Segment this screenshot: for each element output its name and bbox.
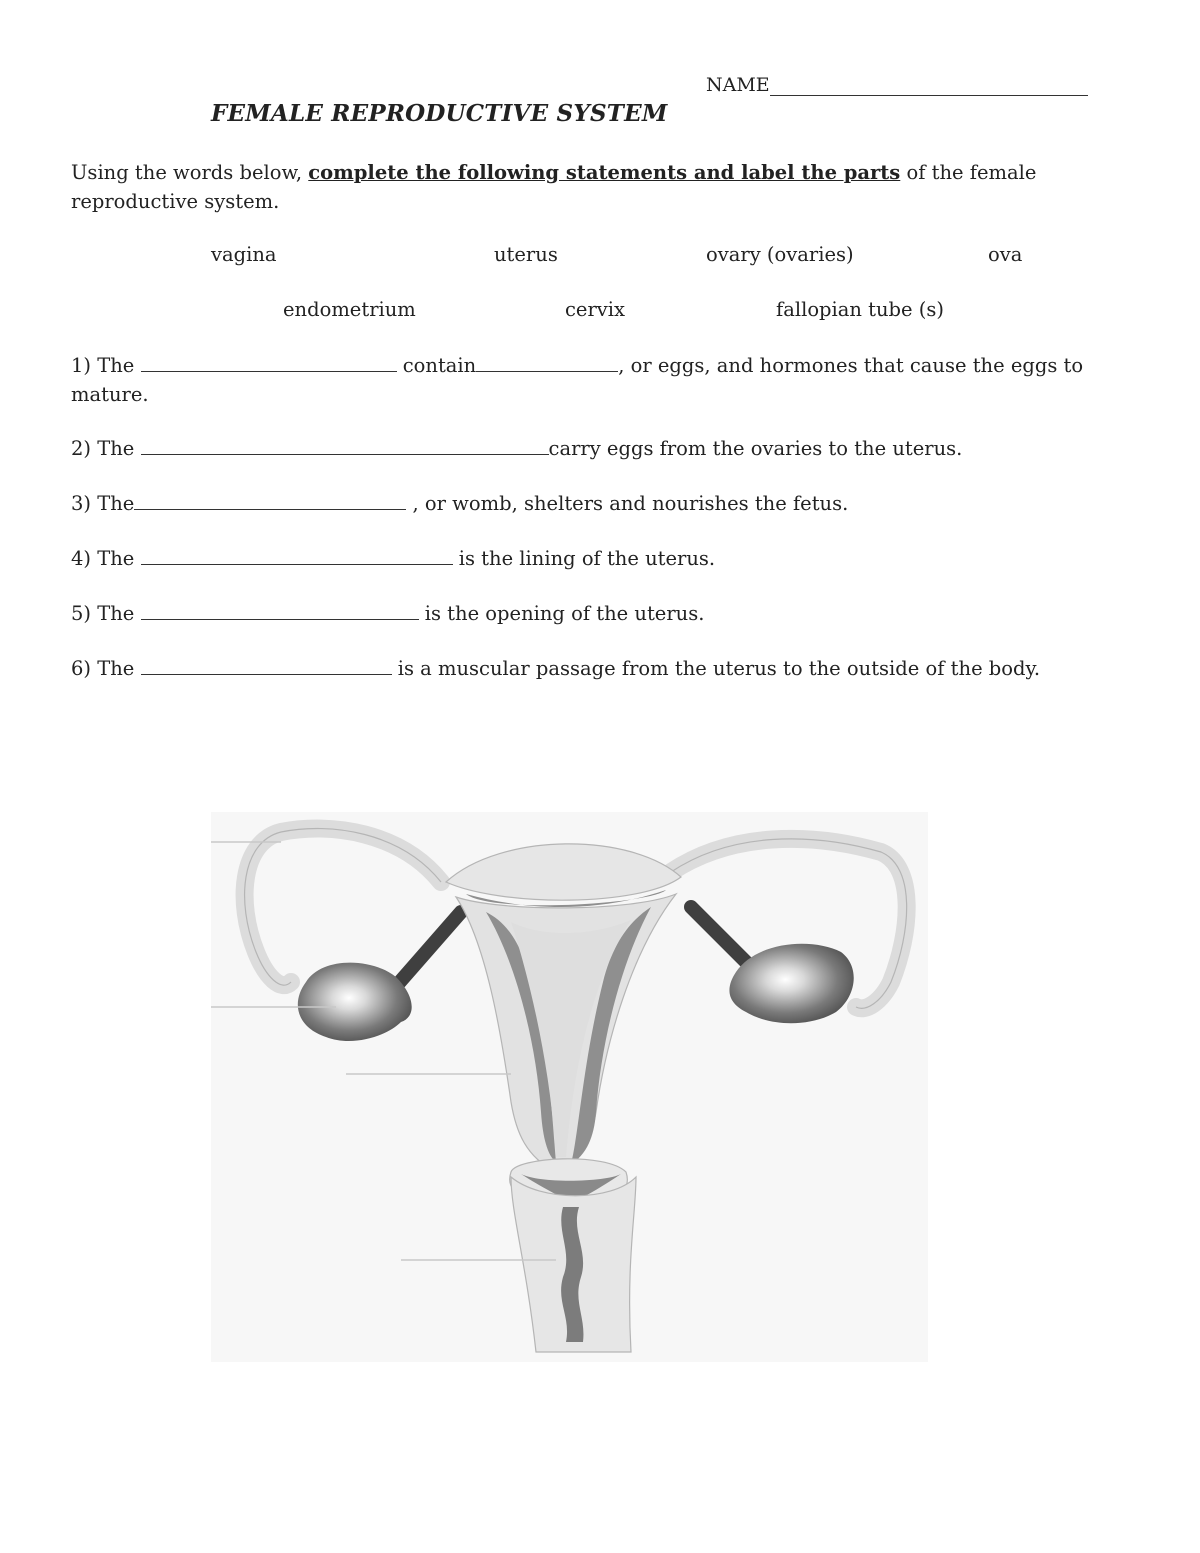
- question-1-number: 1) The: [71, 354, 141, 377]
- question-2-text: carry eggs from the ovaries to the uterus.: [548, 437, 963, 460]
- answer-blank-6[interactable]: [141, 656, 392, 675]
- worksheet-title: FEMALE REPRODUCTIVE SYSTEM: [211, 100, 668, 127]
- instructions-before: Using the words below,: [71, 161, 309, 184]
- question-6-number: 6) The: [71, 657, 141, 680]
- word-ova: ova: [988, 243, 1023, 266]
- answer-blank-2[interactable]: [141, 436, 549, 455]
- answer-blank-1b[interactable]: [476, 353, 618, 372]
- word-cervix: cervix: [565, 298, 626, 321]
- question-3-number: 3) The: [71, 492, 135, 515]
- answer-blank-3[interactable]: [134, 491, 406, 510]
- word-fallopian-tube: fallopian tube (s): [776, 298, 944, 321]
- question-1-middle: contain: [396, 354, 477, 377]
- answer-blank-5[interactable]: [141, 601, 419, 620]
- question-4-text: is the lining of the uterus.: [452, 547, 716, 570]
- question-5: [71, 599, 1131, 628]
- name-label: NAME: [706, 74, 770, 96]
- instructions: [71, 158, 1071, 216]
- question-2-number: 2) The: [71, 437, 141, 460]
- question-4-number: 4) The: [71, 547, 141, 570]
- question-5-text: is the opening of the uterus.: [418, 602, 705, 625]
- question-6-text: is a muscular passage from the uterus to the outside of the body.: [391, 657, 1041, 680]
- word-vagina: vagina: [211, 243, 277, 266]
- name-field: [706, 74, 1088, 96]
- question-1: [71, 351, 1131, 409]
- question-1-text: , or eggs, and hormones that cause the eggs to mature.: [71, 354, 1084, 406]
- word-uterus: uterus: [494, 243, 558, 266]
- answer-blank-4[interactable]: [141, 546, 453, 565]
- female-reproductive-anatomy-icon: [211, 812, 928, 1362]
- question-3: [71, 489, 1131, 518]
- word-ovary: ovary (ovaries): [706, 243, 854, 266]
- instructions-after: of the female reproductive system.: [71, 161, 1037, 213]
- answer-blank-1a[interactable]: [141, 353, 397, 372]
- instructions-emphasis: complete the following statements and label the parts: [308, 161, 901, 184]
- question-3-text: , or womb, shelters and nourishes the fetus.: [406, 492, 849, 515]
- question-6: [71, 654, 1131, 683]
- question-5-number: 5) The: [71, 602, 141, 625]
- word-endometrium: endometrium: [283, 298, 416, 321]
- question-4: [71, 544, 1131, 573]
- name-blank[interactable]: [770, 77, 1088, 96]
- question-2: [71, 434, 1131, 463]
